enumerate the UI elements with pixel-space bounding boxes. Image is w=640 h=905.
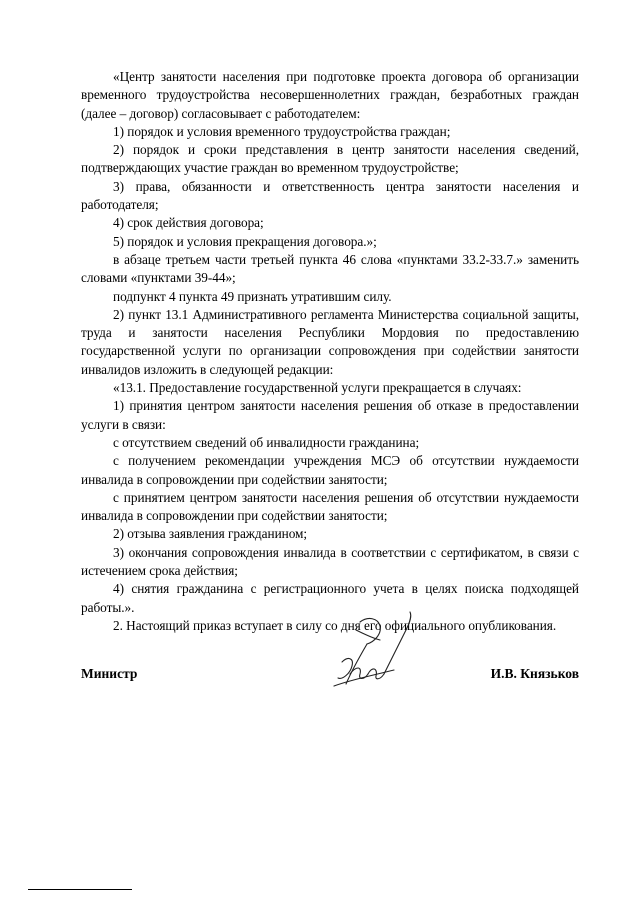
paragraph: «Центр занятости населения при подготовке проекта договора об организации временного трудоустройства несовершеннолетних граждан, безработных граждан (далее – договор) согласовывает с работодателем: xyxy=(81,69,579,121)
document-body xyxy=(81,68,579,635)
paragraph: с принятием центром занятости населения решения об отсутствии нуждаемости инвалида в сопровождении при содействии занятости; xyxy=(81,489,579,524)
paragraph: 2) порядок и сроки представления в центр занятости населения сведений, подтверждающих участие граждан во временном трудоустройстве; xyxy=(81,142,579,176)
footnote-separator xyxy=(28,889,132,890)
paragraph: 1) принятия центром занятости населения решения об отказе в предоставлении услуги в связи: xyxy=(81,398,579,432)
paragraph: 3) права, обязанности и ответственность центра занятости населения и работодателя; xyxy=(81,178,579,213)
paragraph: «13.1. Предоставление государственной услуги прекращается в случаях: xyxy=(113,380,522,396)
paragraph: 4) снятия гражданина с регистрационного учета в целях поиска подходящей работы.». xyxy=(81,581,579,615)
paragraph: 2) отзыва заявления гражданином; xyxy=(113,526,308,542)
signatory-title: Министр xyxy=(81,666,138,681)
paragraph: 3) окончания сопровождения инвалида в соответствии с сертификатом, в связи с истечением срока действия; xyxy=(81,544,579,579)
paragraph: в абзаце третьем части третьей пункта 46 слова «пунктами 33.2-33.7.» заменить словами «пунктами 39-44»; xyxy=(81,251,579,286)
paragraph: 2. Настоящий приказ вступает в силу со дня его официального опубликования. xyxy=(113,617,557,633)
paragraph: 2) пункт 13.1 Административного регламента Министерства социальной защиты, труда и занятости населения Республики Мордовия по предоставлению государственной услуги по организации сопровождения при содействии занятости инвалидов изложить в следующей редакции: xyxy=(81,306,579,377)
paragraph: подпункт 4 пункта 49 признать утратившим силу. xyxy=(113,288,392,304)
signatory-name: И.В. Князьков xyxy=(490,666,579,681)
paragraph: 4) срок действия договора; xyxy=(113,215,264,231)
paragraph: с отсутствием сведений об инвалидности гражданина; xyxy=(113,434,420,450)
signature-block xyxy=(81,666,579,686)
paragraph: 5) порядок и условия прекращения договора.»; xyxy=(113,233,377,249)
paragraph: с получением рекомендации учреждения МСЭ об отсутствии нуждаемости инвалида в сопровождении при содействии занятости; xyxy=(81,453,579,487)
paragraph: 1) порядок и условия временного трудоустройства граждан; xyxy=(113,123,451,139)
